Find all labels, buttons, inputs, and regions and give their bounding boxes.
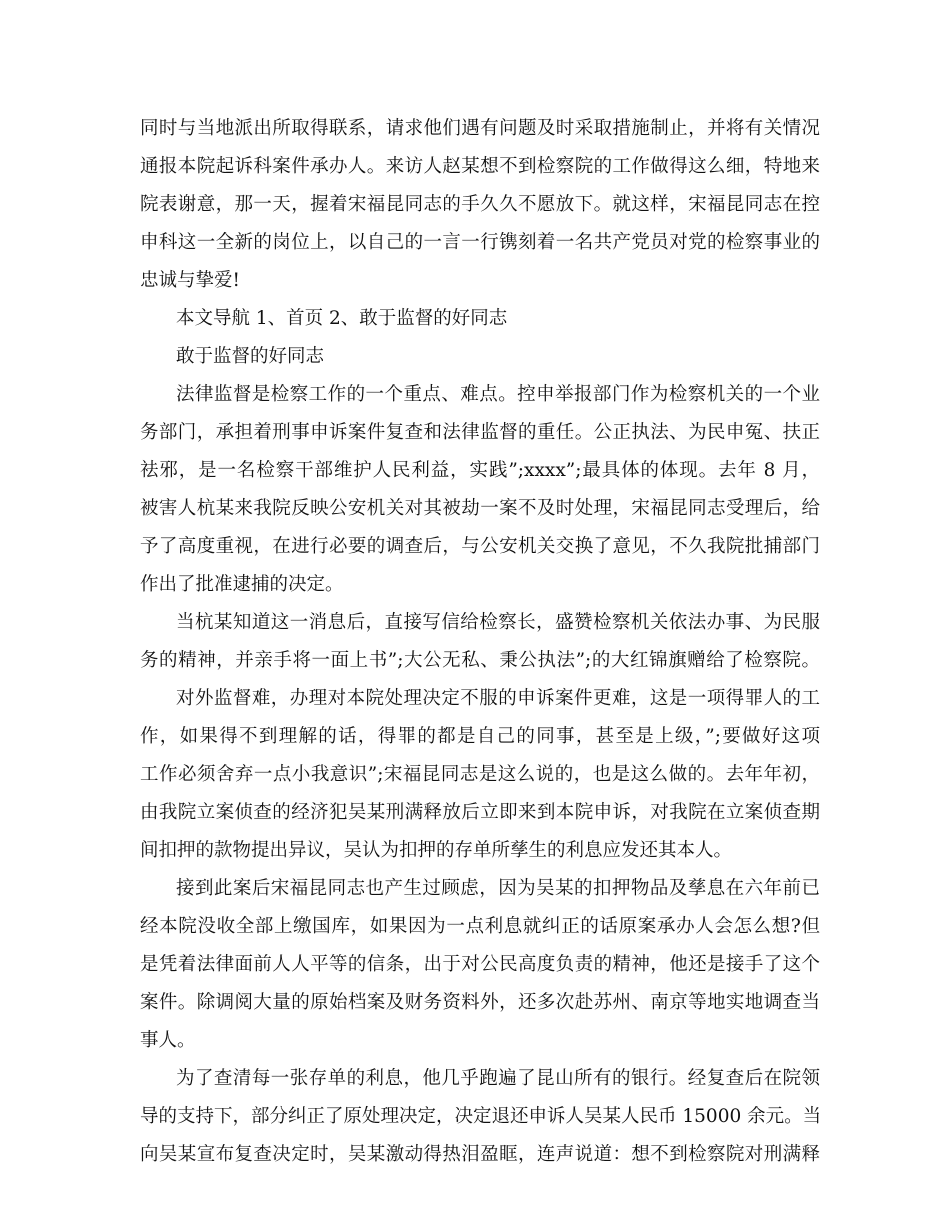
- text-line: 祛邪，是一名检察干部维护人民利益，实践”;xxxx”;最具体的体现。去年 8 月，: [140, 460, 820, 481]
- text-line: 导的支持下，部分纠正了原处理决定，决定退还申诉人吴某人民币 15000 余元。当: [140, 1106, 822, 1127]
- text-line: 院表谢意，那一天，握着宋福昆同志的手久久不愿放下。就这样，宋福昆同志在控: [140, 194, 820, 215]
- text-line: 同时与当地派出所取得联系，请求他们遇有问题及时采取措施制止，并将有关情况: [140, 118, 820, 139]
- text-line: 接到此案后宋福昆同志也产生过顾虑，因为吴某的扣押物品及孳息在六年前已: [176, 878, 820, 899]
- text-line: 经本院没收全部上缴国库，如果因为一点利息就纠正的话原案承办人会怎么想?但: [140, 916, 820, 937]
- nav-line: 本文导航 1、首页 2、敢于监督的好同志: [176, 308, 508, 329]
- text-line: 忠诚与挚爱!: [140, 270, 240, 291]
- text-line: 案件。除调阅大量的原始档案及财务资料外，还多次赴苏州、南京等地实地调查当: [140, 992, 820, 1013]
- text-line: 由我院立案侦查的经济犯吴某刑满释放后立即来到本院申诉，对我院在立案侦查期: [140, 802, 820, 823]
- text-line: 为了查清每一张存单的利息，他几乎跑遍了昆山所有的银行。经复查后在院领: [176, 1068, 820, 1089]
- text-line: 通报本院起诉科案件承办人。来访人赵某想不到检察院的工作做得这么细，特地来: [140, 156, 820, 177]
- text-line: 工作必须舍弃一点小我意识”;宋福昆同志是这么说的，也是这么做的。去年年初，: [140, 764, 820, 785]
- text-line: 向吴某宣布复查决定时，吴某激动得热泪盈眶，连声说道：想不到检察院对刑满释: [140, 1144, 820, 1165]
- text-line: 务的精神，并亲手将一面上书”;大公无私、秉公执法”;的大红锦旗赠给了检察院。: [140, 650, 820, 671]
- text-line: 对外监督难，办理对本院处理决定不服的申诉案件更难，这是一项得罪人的工: [176, 688, 820, 709]
- text-line: 法律监督是检察工作的一个重点、难点。控申举报部门作为检察机关的一个业: [176, 384, 820, 405]
- text-line: 间扣押的款物提出异议，吴认为扣押的存单所孳生的利息应发还其本人。: [140, 840, 733, 861]
- text-line: 作，如果得不到理解的话，得罪的都是自己的同事，甚至是上级，”;要做好这项: [140, 726, 820, 747]
- text-line: 事人。: [140, 1030, 196, 1051]
- text-line: 当杭某知道这一消息后，直接写信给检察长，盛赞检察机关依法办事、为民服: [176, 612, 820, 633]
- text-line: 务部门，承担着刑事申诉案件复查和法律监督的重任。公正执法、为民申冤、扶正: [140, 422, 820, 443]
- text-line: 予了高度重视，在进行必要的调查后，与公安机关交换了意见，不久我院批捕部门: [140, 536, 820, 557]
- text-line: 被害人杭某来我院反映公安机关对其被劫一案不及时处理，宋福昆同志受理后，给: [140, 498, 820, 519]
- text-line: 申科这一全新的岗位上，以自己的一言一行镌刻着一名共产党员对党的检察事业的: [140, 232, 820, 253]
- text-line: 是凭着法律面前人人平等的信条，出于对公民高度负责的精神，他还是接手了这个: [140, 954, 820, 975]
- text-line: 作出了批准逮捕的决定。: [140, 574, 344, 595]
- section-heading: 敢于监督的好同志: [176, 346, 325, 367]
